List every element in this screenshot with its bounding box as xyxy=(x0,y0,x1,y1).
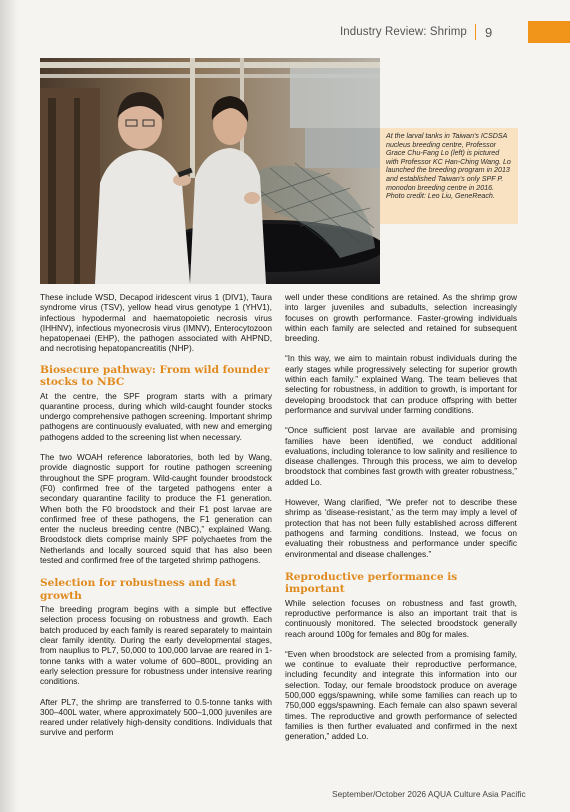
paragraph: At the centre, the SPF program starts with a primary quarantine process, during which wild-caught founder stocks undergo comprehensive pathogen screening. Important shrimp pathogens are continuously evaluated, with new and emerging pathogens added to the screening list when necessary. xyxy=(40,390,272,442)
page-gutter-shadow xyxy=(0,0,18,812)
paragraph: While selection focuses on robustness and fast growth, reproductive performance is also an important trait that is continuously monitored. The selected broodstock generally reach around 100g for females and 80g for males. xyxy=(285,597,517,639)
paragraph: “Once sufficient post larvae are available and promising families have been identified, we conduct additional evaluations, including tolerance to low salinity and resilience to disease challenges. Through this process, we aim to develop broodstock that combines fast growth with greater robustness,” added Lo. xyxy=(285,425,517,487)
section-heading-reproductive: Reproductive performance is important xyxy=(285,570,458,596)
section-label: Industry Review: Shrimp xyxy=(340,26,467,38)
article-column-left xyxy=(40,292,272,748)
photo-caption: At the larval tanks in Taiwan's ICSDSA nucleus breeding centre, Professor Grace Chu-Fang Lo (left) is pictured with Professor KC Han-Ching Wang. Lo launched the breeding program in 2013 and established Taiwan's only SPF P. monodon breeding centre in 2016. Photo credit: Leo Liu, GeneReach. xyxy=(386,132,511,201)
section-heading-selection: Selection for robustness and fast growth xyxy=(40,577,237,602)
page-number: 9 xyxy=(484,24,493,40)
paragraph: However, Wang clarified, “We prefer not to describe these shrimp as ‘disease-resistant,’ as the term may imply a level of protection that has not been fully established across different pathogens and farming conditions. Instead, we focus on evaluating their robustness and performance under specific environmental and disease challenges.” xyxy=(285,497,517,559)
paragraph: “In this way, we aim to maintain robust individuals during the early stages while progressively selecting for superior growth within each family.” explained Wang. The team believes that selecting for robustness, in addition to growth, is important for developing broodstock that can produce offspring with better performance and survival under farming conditions. xyxy=(285,353,517,415)
section-heading-biosecure: Biosecure pathway: From wild founder stocks to NBC xyxy=(40,363,270,389)
article-column-right xyxy=(285,292,517,752)
paragraph: The two WOAH reference laboratories, both led by Wang, provide diagnostic support for routine pathogen screening throughout the SPF program. Wild-caught founder broodstock (F0) confirmed free of the targeted pathogens enter a secondary quarantine facility to produce the F1 generation. When both the F0 broodstock and their F1 post larvae are confirmed free of these pathogens, the F1 generation can enter the nucleus breeding centre (NBC),” explained Wang. Broodstock diets comprise mainly SPF polychaetes from the Netherlands and locally sourced squid that has also been tested and confirmed free of the targeted shrimp pathogens. xyxy=(40,452,272,566)
paragraph: “Even when broodstock are selected from a promising family, we continue to evaluate their reproductive performance, including fecundity and integrate this information into our selection. Today, our female broodstock produce on average 500,000 eggs/spawning, while some families can reach up to 750,000 eggs/spawning. Each female can also spawn several times. The reproductive and growth performance of selected families is then further evaluated and confirmed in the next generation,” added Lo. xyxy=(285,648,517,742)
paragraph: These include WSD, Decapod iridescent virus 1 (DIV1), Taura syndrome virus (TSV), yellow head virus genotype 1 (YHV1), infectious hypodermal and haematopoietic necrosis virus (IHHNV), infectious myonecrosis virus (IMNV), Enterocytozoon hepatopenaei (EHP), the pathogen associated with AHPND, and necrotising hepatopancreatitis (NHP). xyxy=(40,292,272,354)
paragraph: After PL7, the shrimp are transferred to 0.5-tonne tanks with 300–400L water, where approximately 500–1,000 juveniles are reared under relatively high-density conditions. Individuals that survive and perform xyxy=(40,696,272,738)
page-header xyxy=(340,21,492,43)
paragraph: The breeding program begins with a simple but effective selection process focusing on robustness and growth. Each batch produced by each family is reared separately to maintain clear family identity. During the early developmental stages, from nauplius to PL7, 50,000 to 100,000 larvae are reared in 1-tonne tanks with a water volume of 600–800L, providing an early selection pressure for robustness under intensive rearing conditions. xyxy=(40,604,272,687)
page-footer: September/October 2026 AQUA Culture Asia Pacific xyxy=(332,789,526,799)
article-photo xyxy=(40,58,380,284)
paragraph: well under these conditions are retained. As the shrimp grow into larger juveniles and subadults, selection increasingly focuses on growth performance. Faster-growing individuals within each family are selected and retained for subsequent breeding. xyxy=(285,292,517,344)
photo-caption-box xyxy=(380,128,518,224)
header-accent-bar xyxy=(528,21,570,43)
header-divider xyxy=(475,24,476,40)
